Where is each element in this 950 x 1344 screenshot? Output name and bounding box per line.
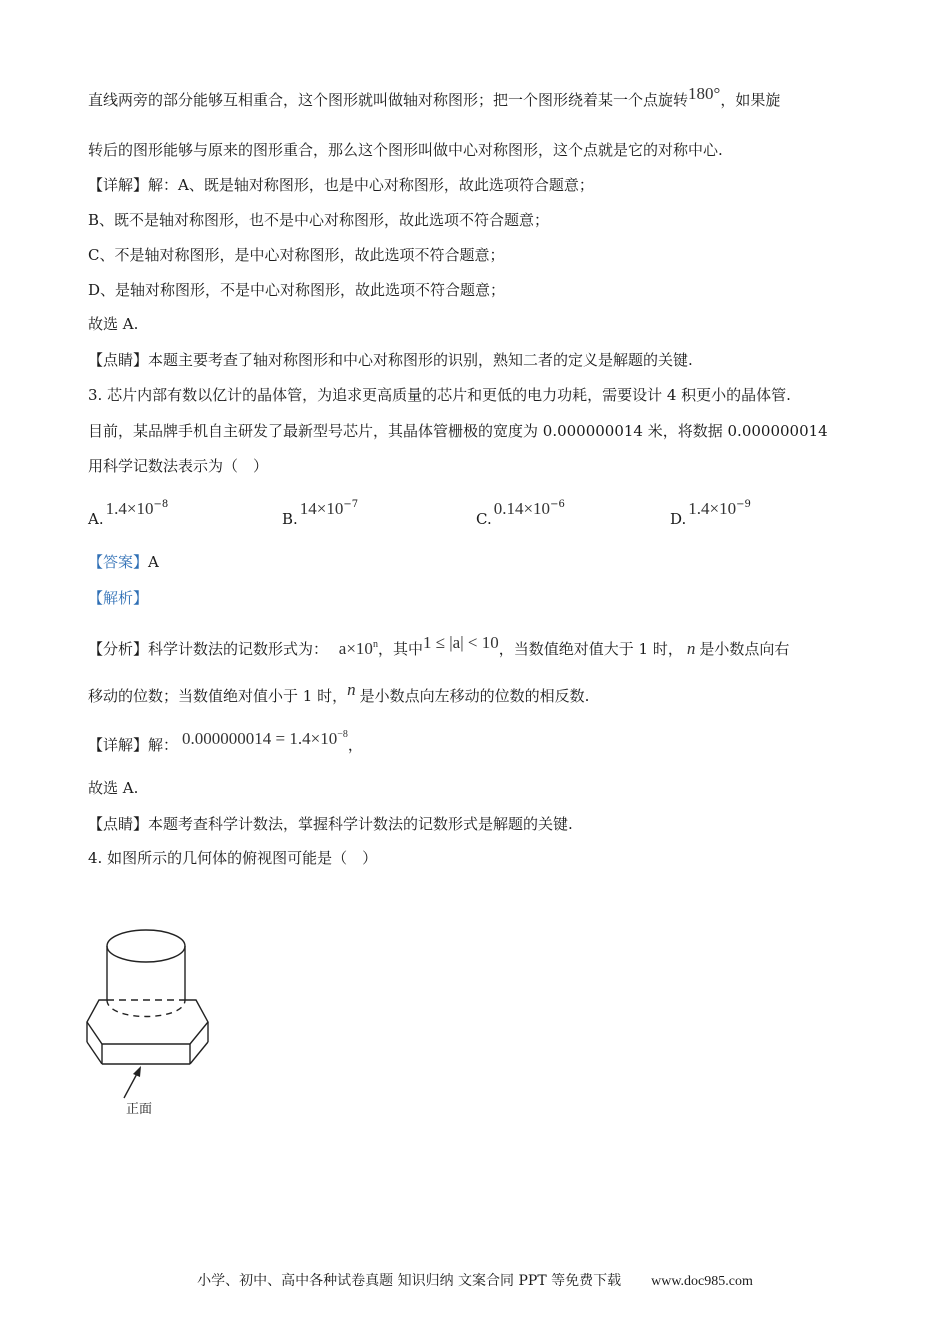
option-value: 1.4×10	[105, 499, 154, 518]
answer-value: A	[148, 553, 159, 571]
answer-tag: 【答案】	[88, 553, 149, 571]
detail-line: 【详解】解：A、既是轴对称图形，也是中心对称图形，故此选项符合题意；	[88, 176, 594, 194]
front-label: 正面	[126, 1102, 153, 1117]
option-label: D.	[670, 510, 687, 528]
summary-line: 【点睛】本题考查科学计数法，掌握科学计数法的记数形式是解题的关键.	[88, 815, 573, 833]
text: ，其中	[377, 640, 423, 658]
question-3-line-1: 3. 芯片内部有数以亿计的晶体管，为追求更高质量的芯片和更低的电力功耗，需要设计 4 积更小的晶体管.	[88, 386, 791, 404]
math-exponent: −8	[337, 729, 348, 740]
math-n: n	[347, 680, 356, 699]
text: 【分析】科学计数法的记数形式为：	[88, 640, 329, 658]
option-a	[88, 495, 169, 528]
text: 是小数点向左移动的位数的相反数.	[359, 687, 590, 705]
hexagon-bottom-right	[190, 1042, 208, 1064]
choice-line: 故选 A.	[88, 315, 139, 333]
answer-line	[88, 552, 159, 572]
front-arrow-head	[133, 1066, 141, 1077]
option-exponent: −6	[550, 499, 565, 510]
choice-line: 故选 A.	[88, 779, 139, 797]
detail-line: B、既不是轴对称图形，也不是中心对称图形，故此选项不符合题意；	[88, 211, 550, 229]
hexagon-top-face	[87, 1000, 208, 1044]
cylinder-top-ellipse	[107, 930, 185, 962]
analysis-tag: 【解析】	[88, 589, 149, 607]
text: ，	[347, 736, 363, 754]
math-scientific-form: a×10	[338, 639, 373, 658]
text: 【详解】解：	[88, 736, 179, 754]
footer-text: 小学、初中、高中各种试卷真题 知识归纳 文案合同 PPT 等免费下载	[197, 1273, 622, 1289]
hexagon-bottom-left	[87, 1042, 102, 1064]
text: ，当数值绝对值大于 1 时，	[498, 640, 683, 658]
math-n: n	[686, 639, 696, 658]
option-c	[476, 495, 565, 528]
text: ，如果旋	[720, 91, 781, 109]
option-label: A.	[88, 510, 104, 528]
text: 移动的位数；当数值绝对值小于 1 时，	[88, 687, 348, 705]
footer-site: www.doc985.com	[651, 1274, 753, 1289]
text: 是小数点向右	[699, 640, 790, 658]
footer	[0, 1270, 950, 1290]
option-value: 0.14×10	[493, 499, 551, 518]
math-equation: 0.000000014 = 1.4×10	[182, 729, 338, 748]
option-label: C.	[476, 510, 492, 528]
option-exponent: −7	[343, 499, 359, 510]
detail-solution-line	[88, 731, 363, 755]
geometry-figure	[80, 918, 230, 1128]
math-180-degree: 180°	[688, 84, 721, 103]
hidden-base-ellipse	[107, 1000, 185, 1017]
analysis-line-1	[88, 635, 789, 659]
math-exponent: n	[372, 639, 378, 650]
option-value: 1.4×10	[688, 499, 737, 518]
analysis-line-2	[88, 680, 590, 706]
option-b	[282, 495, 359, 528]
detail-line: C、不是轴对称图形，是中心对称图形，故此选项不符合题意；	[88, 246, 505, 264]
question-3-line-2: 目前，某品牌手机自主研发了最新型号芯片，其晶体管栅极的宽度为 0.000000014 米，将数据 0.000000014	[88, 422, 828, 440]
text-line	[88, 84, 781, 110]
question-3-line-3: 用科学记数法表示为（ ）	[88, 457, 269, 475]
option-exponent: −8	[153, 499, 169, 510]
option-label: B.	[282, 510, 298, 528]
math-inequality: 1 ≤ |a| < 10	[422, 633, 499, 652]
text-line: 转后的图形能够与原来的图形重合，那么这个图形叫做中心对称图形，这个点就是它的对称中心.	[88, 141, 723, 159]
option-value: 14×10	[299, 499, 344, 518]
detail-line: D、是轴对称图形，不是中心对称图形，故此选项不符合题意；	[88, 281, 506, 299]
option-d	[670, 495, 751, 528]
question-4: 4. 如图所示的几何体的俯视图可能是（ ）	[88, 849, 378, 867]
text: 直线两旁的部分能够互相重合，这个图形就叫做轴对称图形；把一个图形绕着某一个点旋转	[88, 91, 689, 109]
summary-line: 【点睛】本题主要考查了轴对称图形和中心对称图形的识别，熟知二者的定义是解题的关键.	[88, 351, 693, 369]
option-exponent: −9	[736, 499, 751, 510]
